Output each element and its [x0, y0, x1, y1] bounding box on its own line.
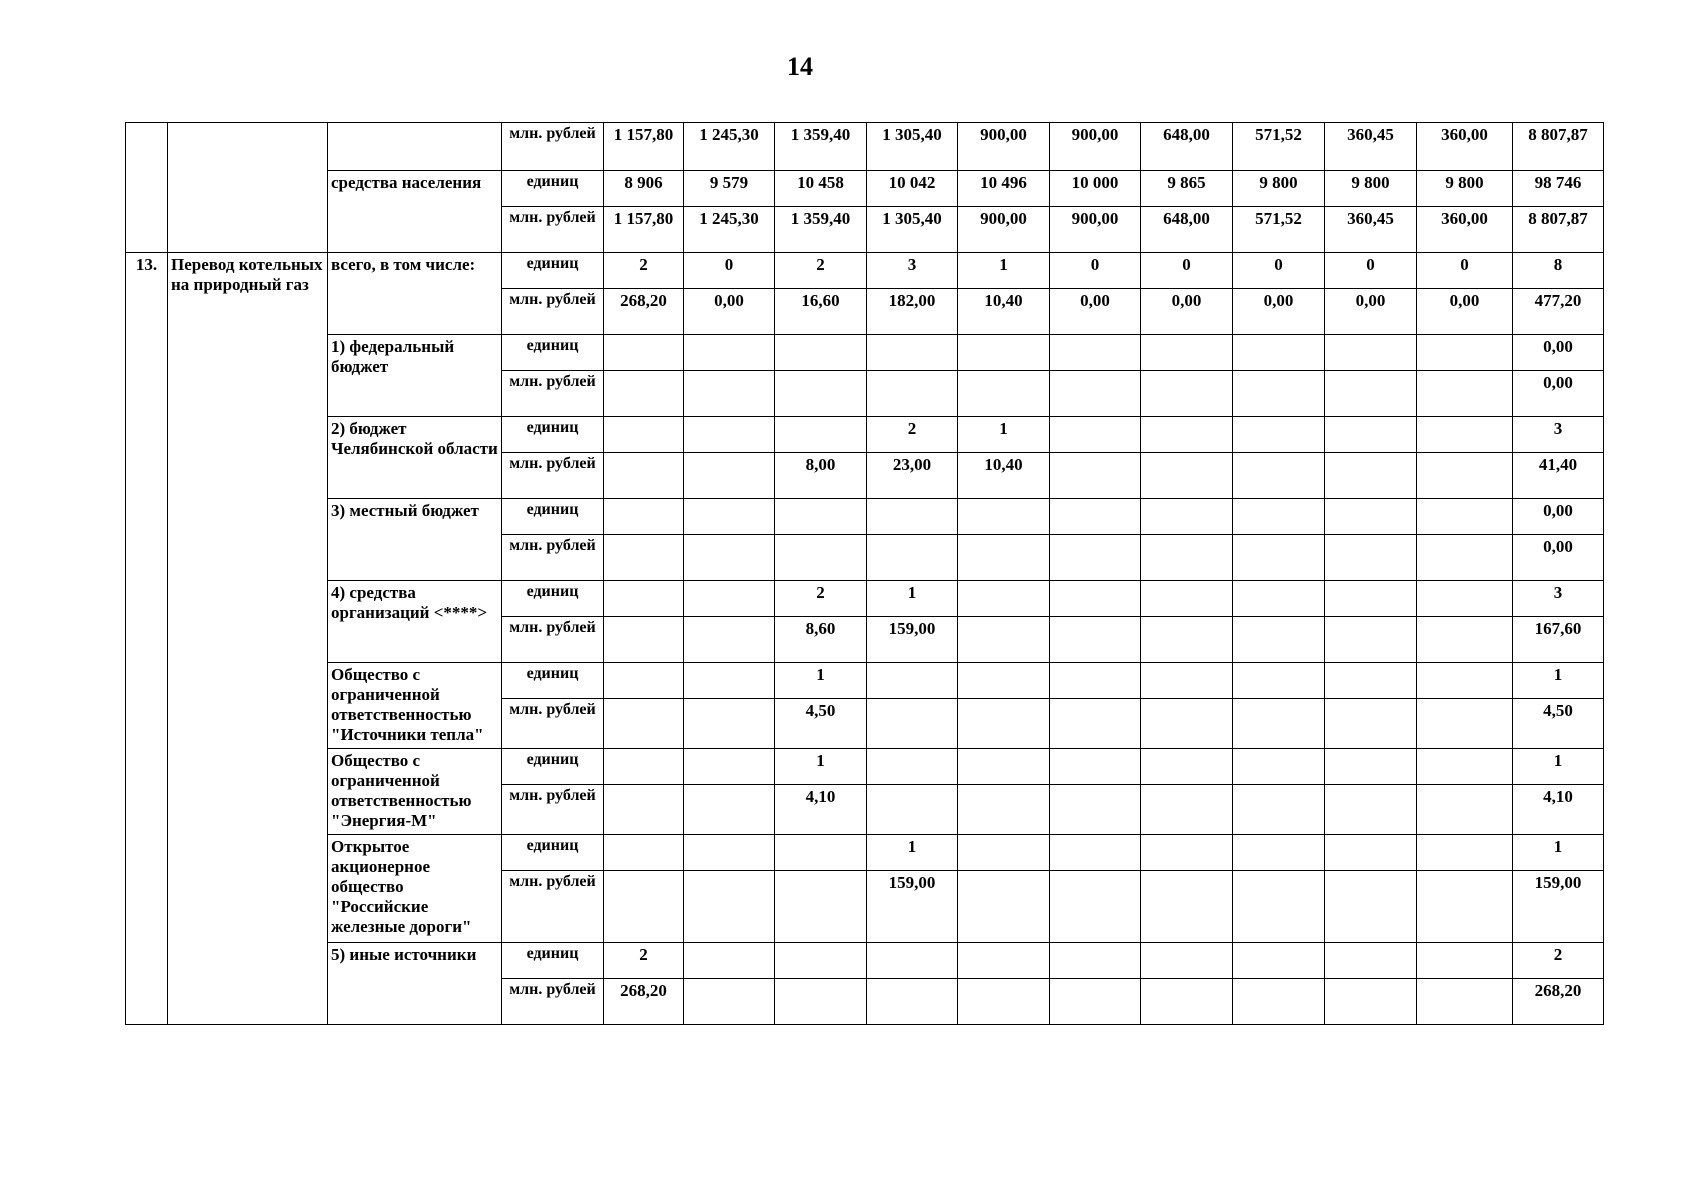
value-cell: [1141, 663, 1233, 699]
value-cell: [684, 335, 775, 371]
value-cell: [958, 499, 1050, 535]
value-cell: [1050, 371, 1141, 417]
value-cell: [684, 699, 775, 749]
value-cell: 41,40: [1513, 453, 1604, 499]
value-cell: [1325, 535, 1417, 581]
value-cell: 0,00: [1513, 371, 1604, 417]
value-cell: 8 807,87: [1513, 123, 1604, 171]
table-row: [126, 253, 1604, 289]
value-cell: [1141, 749, 1233, 785]
value-cell: [1050, 453, 1141, 499]
category-cell: 5) иные источники: [328, 943, 502, 1025]
value-cell: 2: [1513, 943, 1604, 979]
value-cell: 159,00: [867, 617, 958, 663]
value-cell: 10 496: [958, 171, 1050, 207]
value-cell: 0,00: [1325, 289, 1417, 335]
value-cell: [1141, 871, 1233, 943]
value-cell: [1141, 835, 1233, 871]
unit-cell: млн. рублей: [502, 123, 604, 171]
value-cell: [1141, 617, 1233, 663]
unit-cell: единиц: [502, 253, 604, 289]
value-cell: 0,00: [1513, 535, 1604, 581]
value-cell: [1417, 371, 1513, 417]
value-cell: [1325, 663, 1417, 699]
unit-cell: млн. рублей: [502, 979, 604, 1025]
value-cell: [958, 749, 1050, 785]
value-cell: [604, 749, 684, 785]
financing-table: [125, 122, 1604, 1025]
value-cell: [684, 617, 775, 663]
unit-cell: единиц: [502, 663, 604, 699]
value-cell: [1417, 835, 1513, 871]
value-cell: 10 000: [1050, 171, 1141, 207]
value-cell: [958, 663, 1050, 699]
value-cell: [867, 785, 958, 835]
value-cell: [1141, 371, 1233, 417]
value-cell: 8 807,87: [1513, 207, 1604, 253]
value-cell: [958, 535, 1050, 581]
value-cell: 10,40: [958, 289, 1050, 335]
value-cell: 1 157,80: [604, 123, 684, 171]
value-cell: [1417, 335, 1513, 371]
value-cell: [1050, 785, 1141, 835]
value-cell: [1233, 749, 1325, 785]
value-cell: [1233, 335, 1325, 371]
table-row: [126, 749, 1604, 785]
value-cell: [775, 535, 867, 581]
value-cell: 360,00: [1417, 123, 1513, 171]
value-cell: [604, 617, 684, 663]
value-cell: 1 157,80: [604, 207, 684, 253]
value-cell: [867, 699, 958, 749]
category-cell: 4) средства организаций <****>: [328, 581, 502, 663]
value-cell: 0: [1325, 253, 1417, 289]
value-cell: 159,00: [867, 871, 958, 943]
value-cell: [867, 943, 958, 979]
value-cell: [958, 617, 1050, 663]
value-cell: 1: [958, 253, 1050, 289]
value-cell: [1233, 943, 1325, 979]
value-cell: 1 245,30: [684, 123, 775, 171]
value-cell: 10 458: [775, 171, 867, 207]
value-cell: 2: [604, 253, 684, 289]
unit-cell: млн. рублей: [502, 535, 604, 581]
value-cell: [684, 581, 775, 617]
value-cell: 2: [775, 253, 867, 289]
value-cell: [684, 979, 775, 1025]
value-cell: 8,00: [775, 453, 867, 499]
value-cell: [1417, 499, 1513, 535]
value-cell: [1233, 535, 1325, 581]
value-cell: [1325, 749, 1417, 785]
value-cell: 9 865: [1141, 171, 1233, 207]
value-cell: [1325, 617, 1417, 663]
value-cell: [1325, 581, 1417, 617]
value-cell: [958, 871, 1050, 943]
category-cell: 3) местный бюджет: [328, 499, 502, 581]
value-cell: [1233, 371, 1325, 417]
value-cell: 0,00: [1513, 335, 1604, 371]
value-cell: 3: [1513, 417, 1604, 453]
value-cell: 0,00: [1233, 289, 1325, 335]
value-cell: [867, 535, 958, 581]
value-cell: [1233, 699, 1325, 749]
value-cell: 98 746: [1513, 171, 1604, 207]
unit-cell: единиц: [502, 499, 604, 535]
unit-cell: млн. рублей: [502, 289, 604, 335]
value-cell: 9 800: [1417, 171, 1513, 207]
value-cell: [1050, 617, 1141, 663]
table-row: [126, 663, 1604, 699]
value-cell: [958, 943, 1050, 979]
value-cell: 159,00: [1513, 871, 1604, 943]
value-cell: [604, 499, 684, 535]
value-cell: [958, 699, 1050, 749]
value-cell: [1417, 785, 1513, 835]
value-cell: [604, 835, 684, 871]
value-cell: [1233, 871, 1325, 943]
value-cell: [1417, 453, 1513, 499]
value-cell: [867, 371, 958, 417]
value-cell: [1417, 663, 1513, 699]
value-cell: [1233, 663, 1325, 699]
value-cell: [1141, 581, 1233, 617]
unit-cell: единиц: [502, 171, 604, 207]
category-cell: Общество с ограниченной ответственностью "Источники тепла": [328, 663, 502, 749]
value-cell: [1141, 979, 1233, 1025]
value-cell: [1141, 535, 1233, 581]
value-cell: 268,20: [1513, 979, 1604, 1025]
category-cell: 1) федеральный бюджет: [328, 335, 502, 417]
value-cell: [1325, 699, 1417, 749]
value-cell: 1 359,40: [775, 207, 867, 253]
value-cell: [684, 371, 775, 417]
value-cell: [958, 581, 1050, 617]
value-cell: 0: [1417, 253, 1513, 289]
value-cell: [1141, 453, 1233, 499]
table-row: [126, 581, 1604, 617]
value-cell: [1050, 581, 1141, 617]
value-cell: [1325, 371, 1417, 417]
value-cell: [604, 453, 684, 499]
value-cell: 1: [867, 581, 958, 617]
value-cell: [684, 943, 775, 979]
value-cell: 182,00: [867, 289, 958, 335]
value-cell: 1: [1513, 835, 1604, 871]
value-cell: 8,60: [775, 617, 867, 663]
value-cell: 268,20: [604, 289, 684, 335]
unit-cell: единиц: [502, 943, 604, 979]
category-cell: средства населения: [328, 171, 502, 253]
category-cell: Открытое акционерное общество "Российские железные дороги": [328, 835, 502, 943]
value-cell: 3: [867, 253, 958, 289]
table-row: [126, 335, 1604, 371]
unit-cell: млн. рублей: [502, 785, 604, 835]
value-cell: [1050, 979, 1141, 1025]
value-cell: 900,00: [1050, 207, 1141, 253]
value-cell: [1233, 785, 1325, 835]
value-cell: 477,20: [1513, 289, 1604, 335]
value-cell: 16,60: [775, 289, 867, 335]
value-cell: 1: [1513, 663, 1604, 699]
value-cell: [1050, 417, 1141, 453]
value-cell: [1141, 785, 1233, 835]
value-cell: [1325, 453, 1417, 499]
value-cell: [1050, 699, 1141, 749]
value-cell: 2: [775, 581, 867, 617]
unit-cell: единиц: [502, 749, 604, 785]
value-cell: [958, 335, 1050, 371]
value-cell: [604, 871, 684, 943]
value-cell: [684, 499, 775, 535]
value-cell: [604, 785, 684, 835]
value-cell: 1: [775, 749, 867, 785]
value-cell: [1325, 335, 1417, 371]
value-cell: 0,00: [1141, 289, 1233, 335]
value-cell: [775, 943, 867, 979]
value-cell: [1233, 835, 1325, 871]
value-cell: 0,00: [1050, 289, 1141, 335]
value-cell: 10,40: [958, 453, 1050, 499]
category-cell: [328, 123, 502, 171]
value-cell: 1: [775, 663, 867, 699]
table-row: [126, 123, 1604, 171]
value-cell: [775, 499, 867, 535]
value-cell: [1141, 417, 1233, 453]
unit-cell: единиц: [502, 835, 604, 871]
value-cell: [1233, 581, 1325, 617]
unit-cell: млн. рублей: [502, 699, 604, 749]
value-cell: [604, 581, 684, 617]
value-cell: [1233, 499, 1325, 535]
value-cell: [1417, 535, 1513, 581]
value-cell: 900,00: [958, 207, 1050, 253]
value-cell: [1417, 417, 1513, 453]
value-cell: [1050, 499, 1141, 535]
value-cell: 648,00: [1141, 123, 1233, 171]
value-cell: [1325, 979, 1417, 1025]
value-cell: [1417, 749, 1513, 785]
value-cell: 0,00: [684, 289, 775, 335]
value-cell: 10 042: [867, 171, 958, 207]
value-cell: [1050, 749, 1141, 785]
value-cell: [958, 835, 1050, 871]
item-name-cell: Перевод котельных на природный газ: [168, 253, 328, 1025]
value-cell: [958, 785, 1050, 835]
value-cell: [684, 835, 775, 871]
value-cell: [775, 871, 867, 943]
value-cell: [684, 535, 775, 581]
table-row: [126, 417, 1604, 453]
value-cell: [1141, 699, 1233, 749]
value-cell: 1 245,30: [684, 207, 775, 253]
value-cell: [604, 535, 684, 581]
value-cell: 571,52: [1233, 207, 1325, 253]
value-cell: [867, 499, 958, 535]
value-cell: [1141, 943, 1233, 979]
page-number: 14: [787, 52, 813, 81]
value-cell: 4,10: [775, 785, 867, 835]
unit-cell: единиц: [502, 581, 604, 617]
value-cell: [1141, 335, 1233, 371]
unit-cell: единиц: [502, 417, 604, 453]
value-cell: 648,00: [1141, 207, 1233, 253]
value-cell: 4,10: [1513, 785, 1604, 835]
value-cell: [1325, 785, 1417, 835]
value-cell: [1325, 943, 1417, 979]
table-row: [126, 171, 1604, 207]
value-cell: 1 359,40: [775, 123, 867, 171]
value-cell: 268,20: [604, 979, 684, 1025]
value-cell: [1325, 835, 1417, 871]
value-cell: [1417, 617, 1513, 663]
value-cell: [1050, 943, 1141, 979]
value-cell: 9 800: [1325, 171, 1417, 207]
value-cell: 0: [684, 253, 775, 289]
value-cell: 4,50: [775, 699, 867, 749]
value-cell: [867, 749, 958, 785]
unit-cell: млн. рублей: [502, 371, 604, 417]
value-cell: [867, 979, 958, 1025]
value-cell: [684, 871, 775, 943]
category-cell: 2) бюджет Челябинской области: [328, 417, 502, 499]
value-cell: 9 579: [684, 171, 775, 207]
value-cell: [1233, 979, 1325, 1025]
unit-cell: млн. рублей: [502, 617, 604, 663]
value-cell: 4,50: [1513, 699, 1604, 749]
value-cell: [684, 663, 775, 699]
value-cell: 0,00: [1513, 499, 1604, 535]
table-row: [126, 499, 1604, 535]
value-cell: [684, 749, 775, 785]
value-cell: 900,00: [958, 123, 1050, 171]
value-cell: [684, 417, 775, 453]
value-cell: 8 906: [604, 171, 684, 207]
value-cell: [1050, 835, 1141, 871]
value-cell: 0: [1141, 253, 1233, 289]
value-cell: 1: [958, 417, 1050, 453]
table-row: [126, 835, 1604, 871]
value-cell: [684, 453, 775, 499]
value-cell: [867, 663, 958, 699]
value-cell: [1050, 335, 1141, 371]
item-number-cell: [126, 123, 168, 253]
value-cell: [775, 835, 867, 871]
value-cell: [775, 417, 867, 453]
value-cell: [604, 417, 684, 453]
value-cell: [1050, 535, 1141, 581]
value-cell: [604, 663, 684, 699]
unit-cell: млн. рублей: [502, 871, 604, 943]
value-cell: 360,45: [1325, 123, 1417, 171]
unit-cell: млн. рублей: [502, 207, 604, 253]
value-cell: 0: [1233, 253, 1325, 289]
value-cell: 0: [1050, 253, 1141, 289]
value-cell: [604, 371, 684, 417]
value-cell: [958, 979, 1050, 1025]
value-cell: [1233, 453, 1325, 499]
value-cell: [958, 371, 1050, 417]
value-cell: 360,00: [1417, 207, 1513, 253]
value-cell: 2: [867, 417, 958, 453]
value-cell: [775, 335, 867, 371]
value-cell: [867, 335, 958, 371]
value-cell: [1141, 499, 1233, 535]
value-cell: 571,52: [1233, 123, 1325, 171]
value-cell: [1325, 871, 1417, 943]
value-cell: [1050, 663, 1141, 699]
value-cell: [1325, 417, 1417, 453]
value-cell: [775, 371, 867, 417]
category-cell: Общество с ограниченной ответственностью "Энергия-М": [328, 749, 502, 835]
value-cell: [684, 785, 775, 835]
value-cell: 9 800: [1233, 171, 1325, 207]
value-cell: 360,45: [1325, 207, 1417, 253]
value-cell: 23,00: [867, 453, 958, 499]
value-cell: 1 305,40: [867, 123, 958, 171]
value-cell: [1233, 417, 1325, 453]
table-row: [126, 943, 1604, 979]
item-number-cell: 13.: [126, 253, 168, 1025]
value-cell: [1233, 617, 1325, 663]
value-cell: 3: [1513, 581, 1604, 617]
value-cell: [775, 979, 867, 1025]
value-cell: [1050, 871, 1141, 943]
value-cell: [1417, 871, 1513, 943]
value-cell: 167,60: [1513, 617, 1604, 663]
item-name-cell: [168, 123, 328, 253]
value-cell: 1: [1513, 749, 1604, 785]
value-cell: 8: [1513, 253, 1604, 289]
value-cell: [604, 699, 684, 749]
value-cell: 1 305,40: [867, 207, 958, 253]
category-cell: всего, в том числе:: [328, 253, 502, 335]
value-cell: 0,00: [1417, 289, 1513, 335]
value-cell: 2: [604, 943, 684, 979]
value-cell: 900,00: [1050, 123, 1141, 171]
value-cell: [604, 335, 684, 371]
value-cell: [1417, 581, 1513, 617]
value-cell: [1417, 943, 1513, 979]
unit-cell: млн. рублей: [502, 453, 604, 499]
value-cell: [1417, 699, 1513, 749]
value-cell: 1: [867, 835, 958, 871]
value-cell: [1417, 979, 1513, 1025]
unit-cell: единиц: [502, 335, 604, 371]
value-cell: [1325, 499, 1417, 535]
